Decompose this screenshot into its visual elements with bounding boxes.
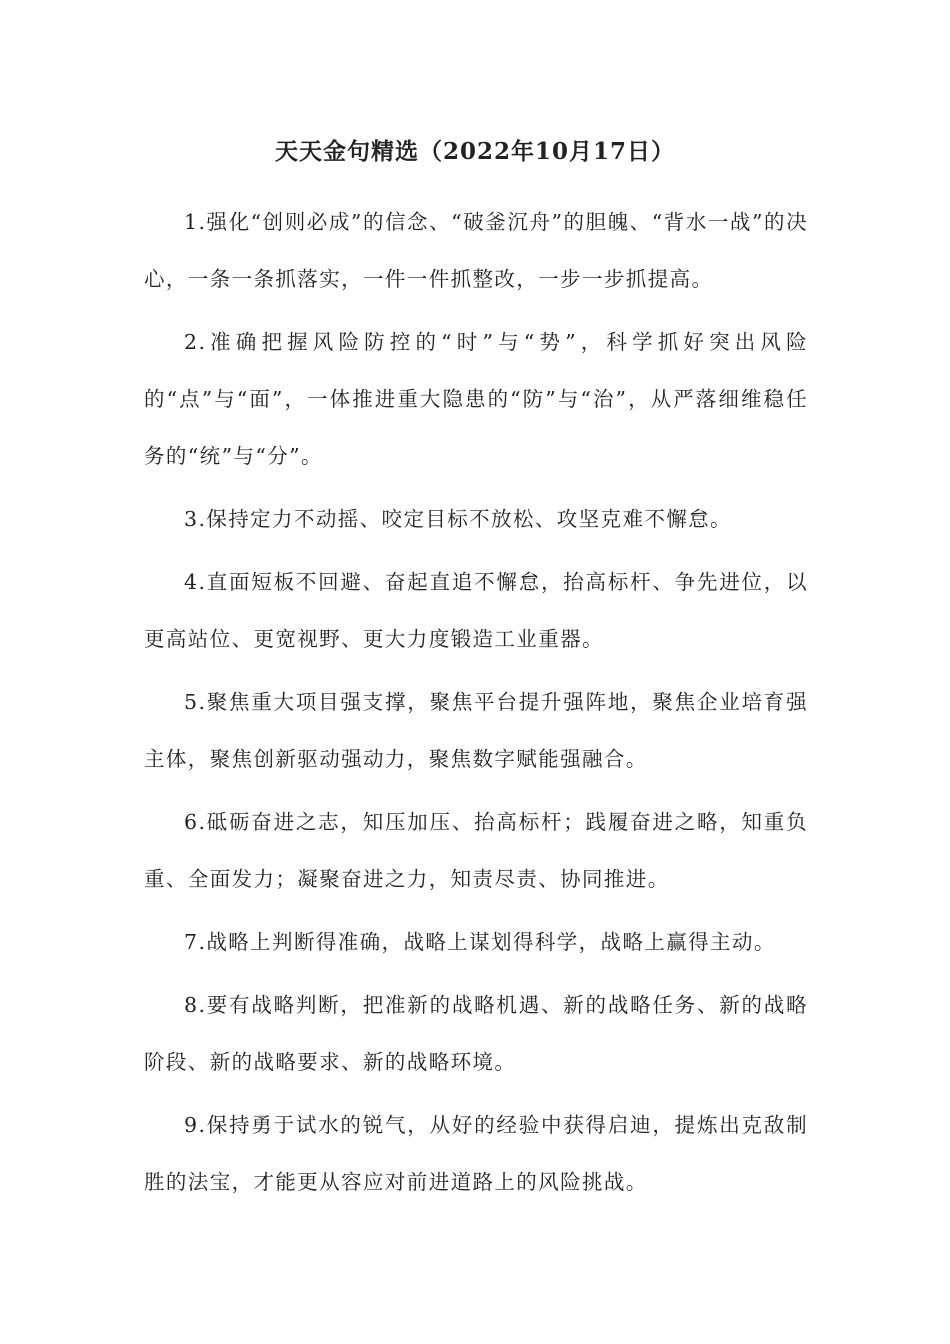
paragraph-2: 2.准确把握风险防控的“时”与“势”，科学抓好突出风险的“点”与“面”，一体推进重大隐患的“防”与“治”，从严落细维稳任务的“统”与“分”。 xyxy=(144,330,808,468)
paragraph-3: 3.保持定力不动摇、咬定目标不放松、攻坚克难不懈怠。 xyxy=(184,507,732,531)
document-title: 天天金句精选（2022年10月17日） xyxy=(274,138,676,165)
document-body xyxy=(144,194,808,1217)
paragraph-1: 1.强化“创则必成”的信念、“破釜沉舟”的胆魄、“背水一战”的决心，一条一条抓落实，一件一件抓整改，一步一步抓提高。 xyxy=(144,210,808,291)
paragraph-8: 8.要有战略判断，把准新的战略机遇、新的战略任务、新的战略阶段、新的战略要求、新的战略环境。 xyxy=(144,993,808,1074)
paragraph-7: 7.战略上判断得准确，战略上谋划得科学，战略上赢得主动。 xyxy=(184,930,776,954)
paragraph-9: 9.保持勇于试水的锐气，从好的经验中获得启迪，提炼出克敌制胜的法宝，才能更从容应对前进道路上的风险挑战。 xyxy=(144,1113,808,1194)
paragraph-4: 4.直面短板不回避、奋起直追不懈怠，抬高标杆、争先进位，以更高站位、更宽视野、更大力度锻造工业重器。 xyxy=(144,570,808,651)
paragraph-5: 5.聚焦重大项目强支撑，聚焦平台提升强阵地，聚焦企业培育强主体，聚焦创新驱动强动力，聚焦数字赋能强融合。 xyxy=(144,690,808,771)
paragraph-6: 6.砥砺奋进之志，知压加压、抬高标杆；践履奋进之略，知重负重、全面发力；凝聚奋进之力，知责尽责、协同推进。 xyxy=(144,810,808,891)
